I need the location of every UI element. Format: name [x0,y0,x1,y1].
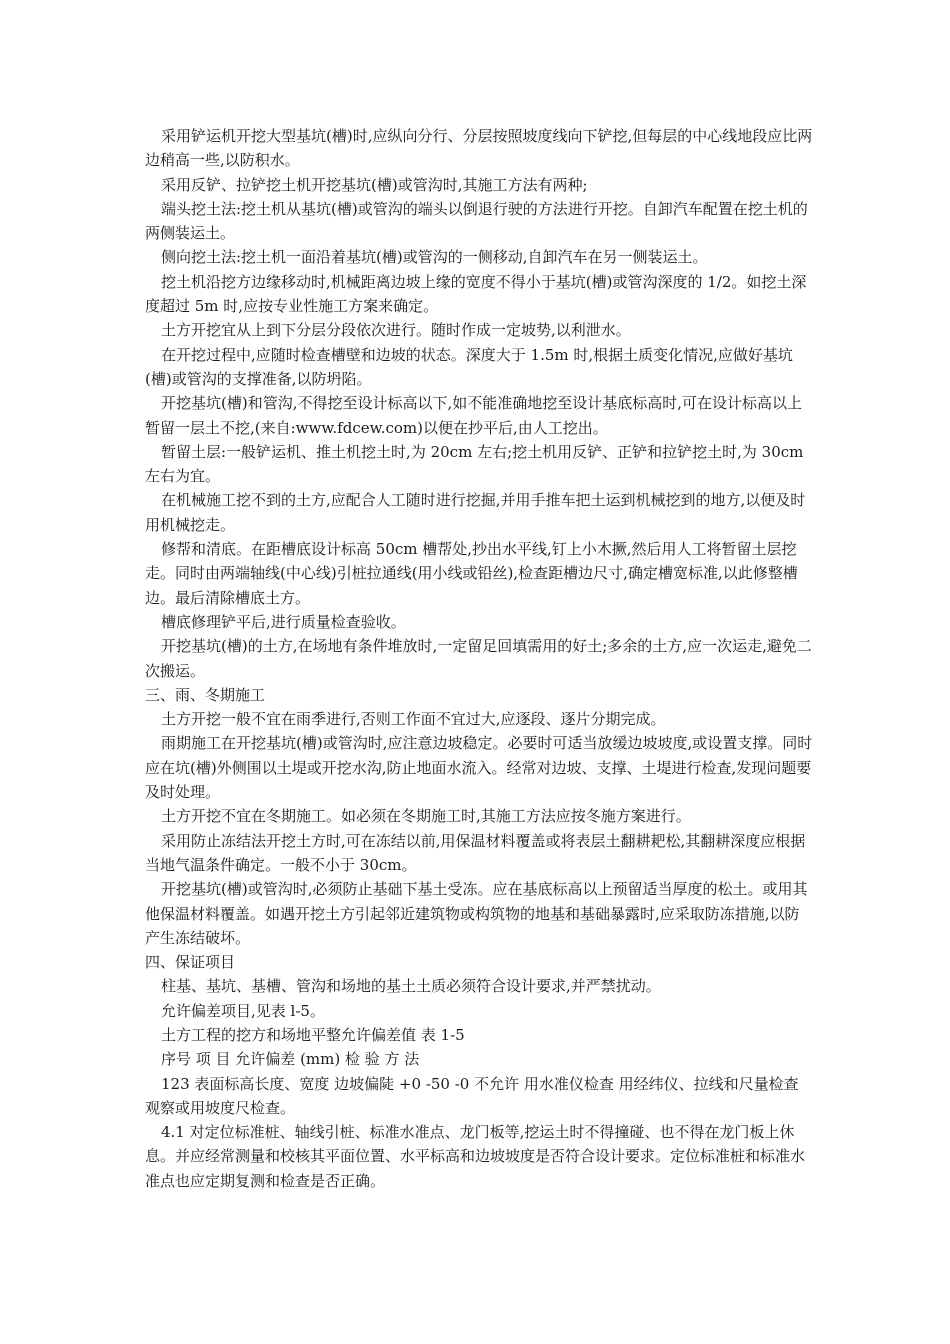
document-body [145,124,813,1193]
body-paragraph: 雨期施工在开挖基坑(槽)或管沟时,应注意边坡稳定。必要时可适当放缓边坡坡度,或设置支撑。同时应在坑(槽)外侧围以土堤或开挖水沟,防止地面水流入。经常对边坡、支撑、土堤进行检查,发现问题要及时处理。 [145,734,813,802]
body-paragraph: 开挖基坑(槽)和管沟,不得挖至设计标高以下,如不能准确地挖至设计基底标高时,可在设计标高以上暂留一层土不挖,(来自:www.fdcew.com)以便在抄平后,由人工挖出。 [145,394,803,437]
body-paragraph: 挖土机沿挖方边缘移动时,机械距离边坡上缘的宽度不得小于基坑(槽)或管沟深度的 1/2。如挖土深度超过 5m 时,应按专业性施工方案来确定。 [145,272,807,316]
body-paragraph: 土方开挖不宜在冬期施工。如必须在冬期施工时,其施工方法应按冬施方案进行。 [161,807,691,826]
body-paragraph: 4.1 对定位标准桩、轴线引桩、标准水准点、龙门板等,挖运土时不得撞碰、也不得在龙门板上休息。并应经常测量和校核其平面位置、水平标高和边坡坡度是否符合设计要求。定位标准桩和标准水准点也应定期复测和检查是否正确。 [145,1123,806,1190]
body-paragraph: 柱基、基坑、基槽、管沟和场地的基土土质必须符合设计要求,并严禁扰动。 [161,977,661,996]
section-heading: 四、保证项目 [145,953,236,972]
body-paragraph: 采用防止冻结法开挖土方时,可在冻结以前,用保温材料覆盖或将表层土翻耕耙松,其翻耕深度应根据当地气温条件确定。一般不小于 30cm。 [145,831,806,874]
body-paragraph: 在开挖过程中,应随时检查槽壁和边坡的状态。深度大于 1.5m 时,根据土质变化情况,应做好基坑(槽)或管沟的支撑准备,以防坍陷。 [145,345,793,388]
section-heading: 三、雨、冬期施工 [145,685,266,704]
body-paragraph: 采用铲运机开挖大型基坑(槽)时,应纵向分行、分层按照坡度线向下铲挖,但每层的中心线地段应比两边稍高一些,以防积水。 [145,127,813,170]
body-paragraph: 采用反铲、拉铲挖土机开挖基坑(槽)或管沟时,其施工方法有两种; [161,175,588,194]
body-paragraph: 端头挖土法:挖土机从基坑(槽)或管沟的端头以倒退行驶的方法进行开挖。自卸汽车配置在挖土机的两侧装运土。 [145,199,808,243]
body-paragraph: 允许偏差项目,见表 l-5。 [161,1001,325,1020]
body-paragraph: 在机械施工挖不到的土方,应配合人工随时进行挖掘,并用手推车把土运到机械挖到的地方,以便及时用机械挖走。 [145,491,806,534]
body-paragraph: 123 表面标高长度、宽度 边坡偏陡 +0 -50 -0 不允许 用水准仪检查 用经纬仪、拉线和尺量检查观察或用坡度尺检查。 [145,1074,799,1117]
body-paragraph: 修帮和清底。在距槽底设计标高 50cm 槽帮处,抄出水平线,钉上小木撅,然后用人工将暂留土层挖走。同时由两端轴线(中心线)引桩拉通线(用小线或铅丝),检查距槽边尺寸,确定槽宽标准,以此修整槽边。最后清除槽底土方。 [145,540,798,607]
body-paragraph: 土方开挖宜从上到下分层分段依次进行。随时作成一定坡势,以利泄水。 [161,321,631,340]
body-paragraph: 序号 项 目 允许偏差 (mm) 检 验 方 法 [161,1050,420,1069]
body-paragraph: 槽底修理铲平后,进行质量检查验收。 [161,612,406,631]
body-paragraph: 侧向挖土法:挖土机一面沿着基坑(槽)或管沟的一侧移动,自卸汽车在另一侧装运土。 [161,248,708,267]
body-paragraph: 暂留土层:一般铲运机、推土机挖土时,为 20cm 左右;挖土机用反铲、正铲和拉铲挖土时,为 30cm 左右为宜。 [145,442,804,486]
body-paragraph: 开挖基坑(槽)的土方,在场地有条件堆放时,一定留足回填需用的好土;多余的土方,应一次运走,避免二次搬运。 [145,637,812,680]
body-paragraph: 开挖基坑(槽)或管沟时,必须防止基础下基土受冻。应在基底标高以上预留适当厚度的松土。或用其他保温材料覆盖。如遇开挖土方引起邻近建筑物或构筑物的地基和基础暴露时,应采取防冻措施,以防产生冻结破坏。 [145,880,808,947]
body-paragraph: 土方开挖一般不宜在雨季进行,否则工作面不宜过大,应逐段、逐片分期完成。 [161,710,666,729]
body-paragraph: 土方工程的挖方和场地平整允许偏差值 表 1-5 [161,1025,465,1044]
